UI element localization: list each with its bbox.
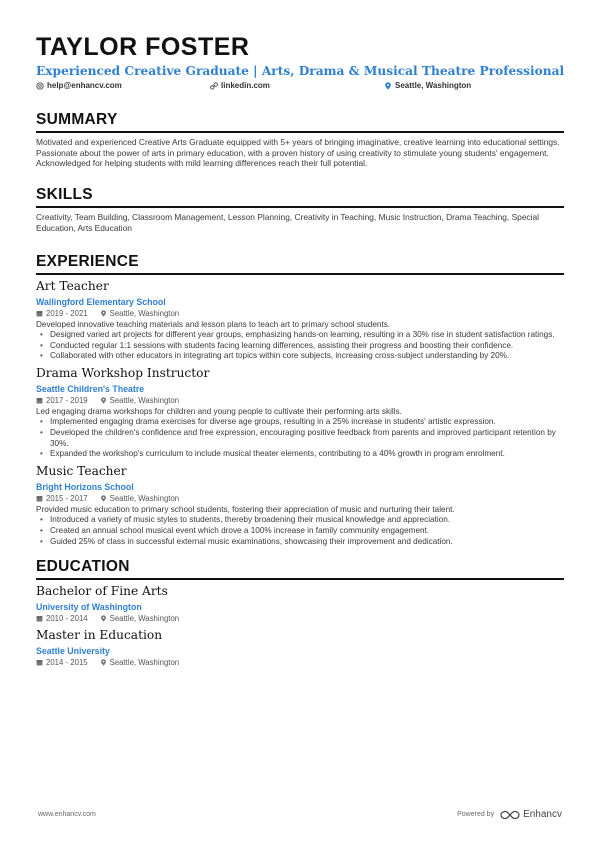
job-title: Drama Workshop Instructor <box>36 365 210 380</box>
experience-section <box>36 253 564 548</box>
location-pin-icon <box>100 397 107 404</box>
location-pin-icon <box>100 310 107 317</box>
education-location: Seattle, Washington <box>109 658 180 668</box>
job-dates: 2015 - 2017 <box>46 493 88 503</box>
education-meta <box>36 613 564 624</box>
education-entry <box>36 584 564 624</box>
footer <box>38 809 562 820</box>
education-section <box>36 558 564 668</box>
location-pin-icon <box>384 82 392 90</box>
enhancv-logo-icon <box>500 810 520 820</box>
calendar-icon <box>36 397 43 404</box>
contact-location <box>384 80 471 92</box>
bullet-item: • Designed varied art projects for different year groups, emphasizing hands-on learning, resulting in a 30% rise in student satisfaction ratings. <box>36 330 564 341</box>
bullet-item: • Collaborated with other educators in integrating art topics within core subjects, increasing cross-subject understanding by 20%. <box>36 351 564 362</box>
brand-name: Enhancv <box>523 809 562 820</box>
at-icon <box>36 82 44 90</box>
contact-email[interactable] <box>36 80 210 92</box>
job-location: Seattle, Washington <box>109 493 180 503</box>
job-entry <box>36 366 564 460</box>
contact-row <box>36 80 564 92</box>
job-entry <box>36 279 564 362</box>
linkedin-text: linkedin.com <box>221 81 270 90</box>
contact-linkedin[interactable] <box>210 80 384 92</box>
powered-by-label: Powered by <box>457 811 495 818</box>
location-pin-icon <box>100 615 107 622</box>
company-name: Wallingford Elementary School <box>36 296 166 307</box>
job-location: Seattle, Washington <box>109 395 180 405</box>
job-dates: 2019 - 2021 <box>46 308 88 318</box>
location-pin-icon <box>100 495 107 502</box>
powered-by <box>457 809 562 820</box>
location-pin-icon <box>100 659 107 666</box>
summary-heading: SUMMARY <box>36 111 564 133</box>
calendar-icon <box>36 659 43 666</box>
bullet-item: • Guided 25% of class in successful external music examinations, showcasing their improvement and dedication. <box>36 537 564 548</box>
enhancv-logo[interactable] <box>500 809 562 820</box>
footer-site-link[interactable]: www.enhancv.com <box>38 811 96 818</box>
calendar-icon <box>36 615 43 622</box>
skills-heading: SKILLS <box>36 186 564 208</box>
school-name: Seattle University <box>36 646 110 657</box>
bullet-item: • Implemented engaging drama exercises for diverse age groups, resulting in a 25% increase in students' artistic expression. <box>36 417 564 428</box>
degree-title: Bachelor of Fine Arts <box>36 584 168 599</box>
education-heading: EDUCATION <box>36 558 564 580</box>
job-title: Music Teacher <box>36 463 127 478</box>
job-bullets <box>36 515 564 547</box>
job-meta <box>36 308 564 319</box>
experience-heading: EXPERIENCE <box>36 253 564 275</box>
job-description: Led engaging drama workshops for children and young people to cultivate their performing arts skills. <box>36 406 402 416</box>
bullet-item: • Created an annual school musical event which drove a 100% increase in family community engagement. <box>36 526 564 537</box>
resume-page <box>36 32 564 668</box>
job-location: Seattle, Washington <box>109 308 180 318</box>
job-bullets <box>36 417 564 459</box>
job-entry <box>36 464 564 547</box>
summary-section <box>36 111 564 169</box>
skills-text: Creativity, Team Building, Classroom Management, Lesson Planning, Creativity in Teaching, Music Instruction, Drama Teaching, Special Education, Arts Education <box>36 212 540 233</box>
degree-title: Master in Education <box>36 628 163 643</box>
candidate-name: TAYLOR FOSTER <box>36 33 250 61</box>
education-location: Seattle, Washington <box>109 614 180 624</box>
job-description: Developed innovative teaching materials and lesson plans to teach art to primary school students. <box>36 319 391 329</box>
job-meta <box>36 493 564 504</box>
education-dates: 2010 - 2014 <box>46 614 88 624</box>
job-dates: 2017 - 2019 <box>46 395 88 405</box>
bullet-item: • Expanded the workshop's curriculum to include musical theater elements, contributing to a 40% growth in program enrolment. <box>36 449 564 460</box>
education-meta <box>36 657 564 668</box>
summary-text: Motivated and experienced Creative Arts Graduate equipped with 5+ years of bringing imaginative, creative learning into educational settings. Passionate about the power of arts in primary education, with a proven history of using creativity to stimulate young students' engagement. Acknowledged for helping students with mild learning differences reach their full potential. <box>36 137 560 169</box>
job-bullets <box>36 330 564 362</box>
school-name: University of Washington <box>36 602 142 613</box>
skills-section <box>36 186 564 233</box>
email-text: help@enhancv.com <box>47 81 122 90</box>
bullet-item: • Introduced a variety of music styles to students, thereby broadening their musical knowledge and appreciation. <box>36 515 564 526</box>
education-dates: 2014 - 2015 <box>46 658 88 668</box>
calendar-icon <box>36 495 43 502</box>
bullet-item: • Developed the children's confidence and free expression, encouraging positive feedback from parents and improved participant retention by 30%. <box>36 428 564 449</box>
company-name: Bright Horizons School <box>36 481 134 492</box>
company-name: Seattle Children's Theatre <box>36 383 145 394</box>
job-meta <box>36 395 564 406</box>
calendar-icon <box>36 310 43 317</box>
job-title: Art Teacher <box>36 278 109 293</box>
link-icon <box>210 82 218 90</box>
bullet-item: • Conducted regular 1:1 sessions with students facing learning differences, assisting their progress and boosting their confidence. <box>36 341 564 352</box>
education-entry <box>36 628 564 668</box>
headline: Experienced Creative Graduate | Arts, Drama & Musical Theatre Professional <box>36 64 565 78</box>
location-text: Seattle, Washington <box>395 81 472 90</box>
job-description: Provided music education to primary school students, fostering their appreciation of music and nurturing their talent. <box>36 504 455 514</box>
